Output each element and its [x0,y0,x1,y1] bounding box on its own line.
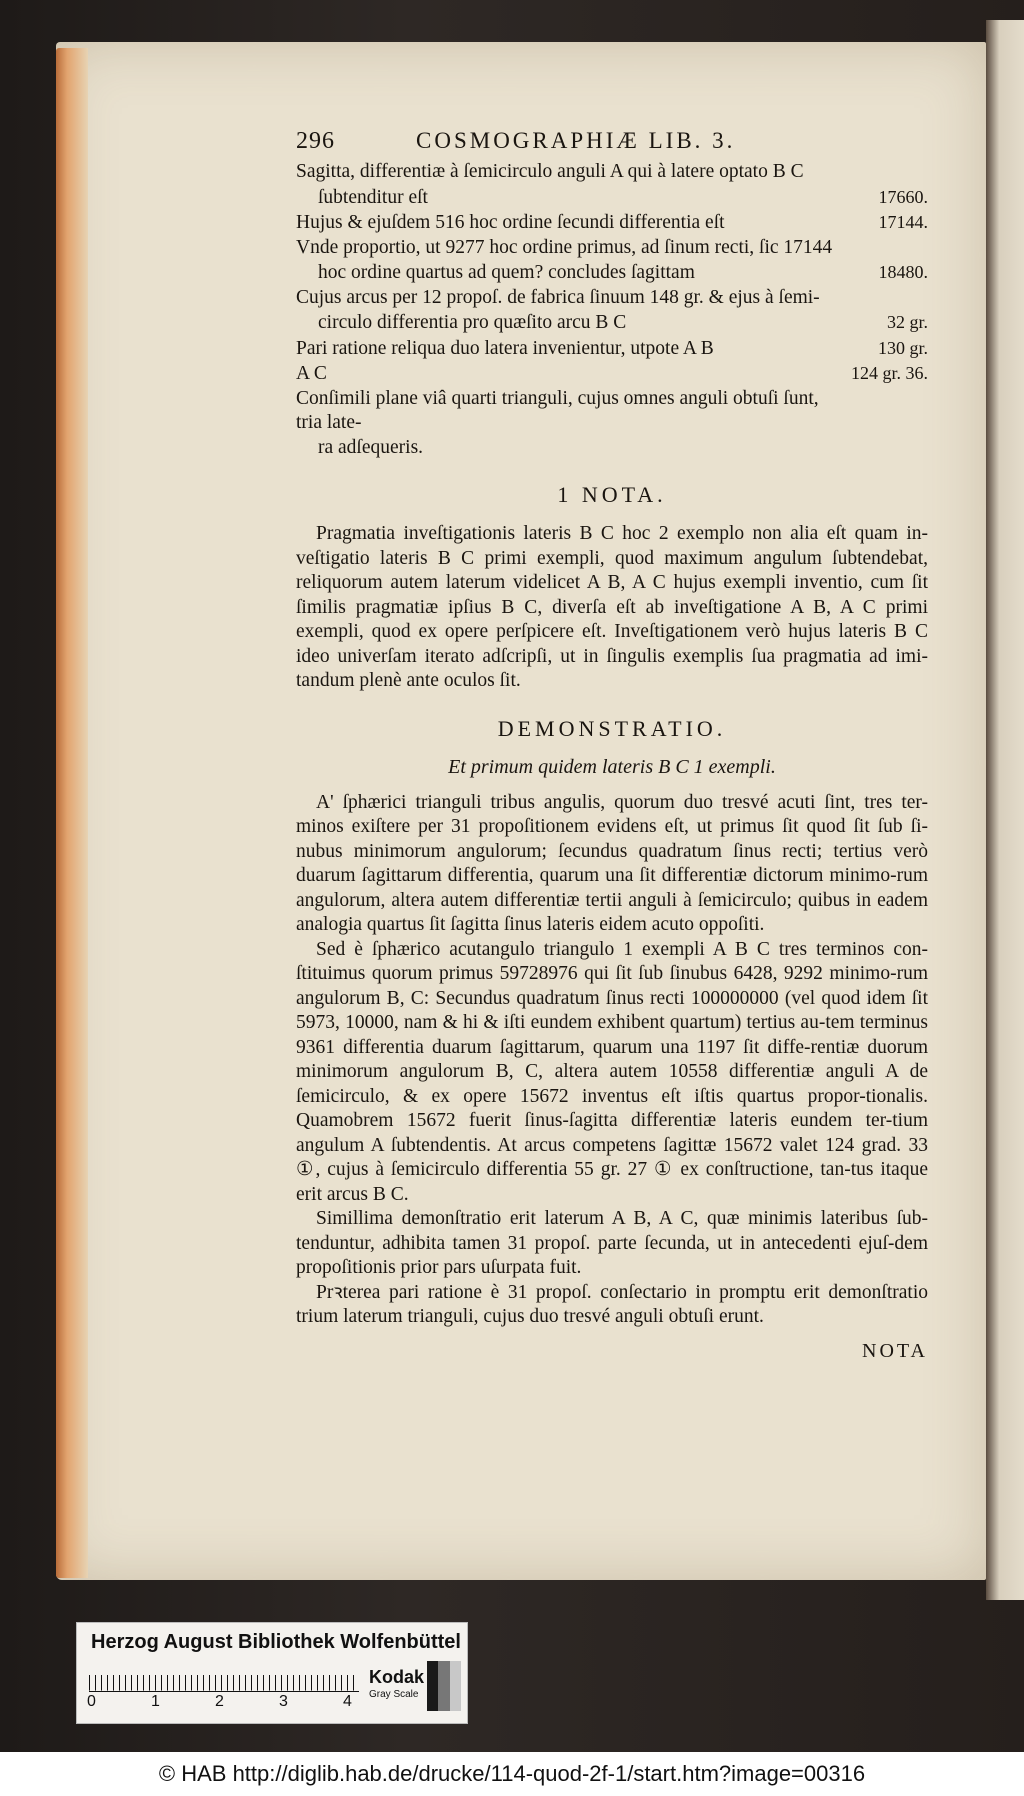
facing-page-edge [986,20,1024,1600]
library-label: Herzog August Bibliothek Wolfenbüttel [91,1631,461,1653]
ruler-number: 0 [87,1693,96,1710]
copyright-footer [0,1752,1024,1796]
demonstratio-paragraph: A' ſphærici trianguli tribus angulis, quorum duo tresvé acuti ſint, tres ter-minos exiſtere per 31 propoſitionem evidens eſt, ut primus ſit quod ſit ſub ſi-nubus minimorum angulorum; ſecundus quadratum ſinus recti; tertius verò duarum ſagittarum differentia, quarum una ſit differentiæ dictorum minimo-rum angulorum, altera autem differentiæ tertii anguli à ſemicirculo; quibus in eadem analogia quartus ſit ſagitta ſinus lateris eidem acuto oppoſiti. [296,791,928,935]
computation-rows [296,160,928,460]
computation-row [296,185,928,211]
demonstratio-paragraph: Simillima demonſtratio erit laterum A B, A C, quæ minimis lateribus ſub-tenduntur, adhibita tamen 31 propoſ. parte ſecunda, ut in antecedenti ejuſ-dem propoſitionis prior pars uſurpata fuit. [296,1208,928,1278]
ruler-number: 2 [215,1693,224,1710]
computation-row [296,260,928,286]
row-text: ra adſequeris. [318,436,424,458]
nota-heading: 1 NOTA. [557,482,667,507]
page-edge-binding [56,48,88,1578]
color-calibration-card [76,1622,468,1724]
ruler-number: 1 [151,1693,160,1710]
computation-row [296,361,928,387]
row-value: 18480. [878,262,928,282]
computation-row [296,436,928,461]
ruler-number: 4 [343,1693,352,1710]
demonstratio-paragraph: Prꝛterea pari ratione è 31 propoſ. conſectario in promptu erit demonſtratio trium laterum trianguli, cujus duo tresvé anguli obtuſi erunt. [296,1281,928,1327]
row-value: 17660. [878,186,928,207]
ruler-number: 3 [279,1693,288,1710]
row-value: 17144. [878,212,928,232]
row-text: Conſimili plane viâ quarti trianguli, cujus omnes anguli obtuſi ſunt, tria late- [296,387,819,433]
nota-paragraph: Pragmatia inveſtigationis lateris B C hoc 2 exemplo non alia eſt quam in-veſtigatio lateris B C primi exempli, quod maximum angulum ſubtendebat, reliquorum autem laterum videlicet A B, A C hujus exempli inventio, cum ſit ſimilis pragmatiæ ipſius B C, diverſa eſt ab inveſtigatione A B, A C primi exempli, quod ex opere perſpicere eſt. Inveſtigationem verò hujus lateris B C ideo univerſam iterato adſcripſi, ut in ſingulis exemplis ſua pragmatia ad imi-tandum plenè ante oculos ſit. [296,523,928,691]
row-text: ſubtenditur eſt [318,186,428,208]
running-header [296,128,928,158]
computation-row [296,160,928,185]
row-text: circulo differentia pro quæſito arcu B C [318,312,627,333]
computation-row [296,387,928,436]
footer-credit[interactable]: © HAB http://diglib.hab.de/drucke/114-quod-2f-1/start.htm?image=00316 [158,1761,866,1786]
page-text [296,128,928,1363]
kodak-subtitle: Gray Scale [369,1689,419,1700]
page-number: 296 [296,128,335,154]
row-value: 130 gr. [877,337,928,358]
row-text: Vnde proportio, ut 9277 hoc ordine primus, ad ſinum recti, ſic 17144 [296,236,833,258]
computation-row [296,336,928,362]
computation-row [296,310,928,336]
row-value: 32 gr. [886,312,928,332]
scale-ruler [89,1665,359,1692]
computation-row [296,236,928,261]
computation-row [296,210,928,236]
computation-row [296,286,928,311]
row-text: Hujus & ejuſdem 516 hoc ordine ſecundi differentia eſt [296,212,725,233]
catchword: NOTA [862,1339,928,1362]
gray-scale-patches [427,1661,461,1711]
demonstratio-paragraph: Sed è ſphærico acutangulo triangulo 1 exempli A B C tres terminos con-ſtituimus quorum primus 59728976 qui ſit ſub ſinubus 6428, 9292 minimo-rum angulorum B, C: Secundus quadratum ſinus recti 100000000 (vel quod idem ſit 5973, 10000, nam & hi & iſti eundem exhibent quartum) tertius au-tem terminus 9361 differentia duarum ſagittarum, quarum una 1197 ſit diffe-rentiæ duorum minimorum angulorum B, C, altera autem 10558 differentiæ anguli A de ſemicirculo, & ex opere 15672 inventus eſt iſtis quartus propor-tionalis. Quamobrem 15672 fuerit ſinus-ſagitta differentiæ lateris eundem ter-tium angulum A ſubtendentis. At arcus competens ſagittæ 15672 valet 124 grad. 33 ①, cujus à ſemicirculo differentia 55 gr. 27 ① ex conſtructione, tan-tus itaque erit arcus B C. [296,938,928,1205]
kodak-brand: Kodak [369,1667,425,1687]
row-text: A C [296,363,327,384]
demonstratio-subheading: Et primum quidem lateris B C 1 exempli. [448,755,776,778]
row-value: 124 gr. 36. [850,363,928,383]
row-text: Sagitta, differentiæ à ſemicirculo anguli A qui à latere optato B C [296,161,804,182]
row-text: Cujus arcus per 12 propoſ. de fabrica ſinuum 148 gr. & ejus à ſemi- [296,286,820,308]
running-title: COSMOGRAPHIÆ LIB. 3. [416,128,736,153]
row-text: Pari ratione reliqua duo latera invenientur, utpote A B [296,337,714,359]
row-text: hoc ordine quartus ad quem? concludes ſagittam [318,262,695,283]
demonstratio-heading: DEMONSTRATIO. [497,715,727,741]
